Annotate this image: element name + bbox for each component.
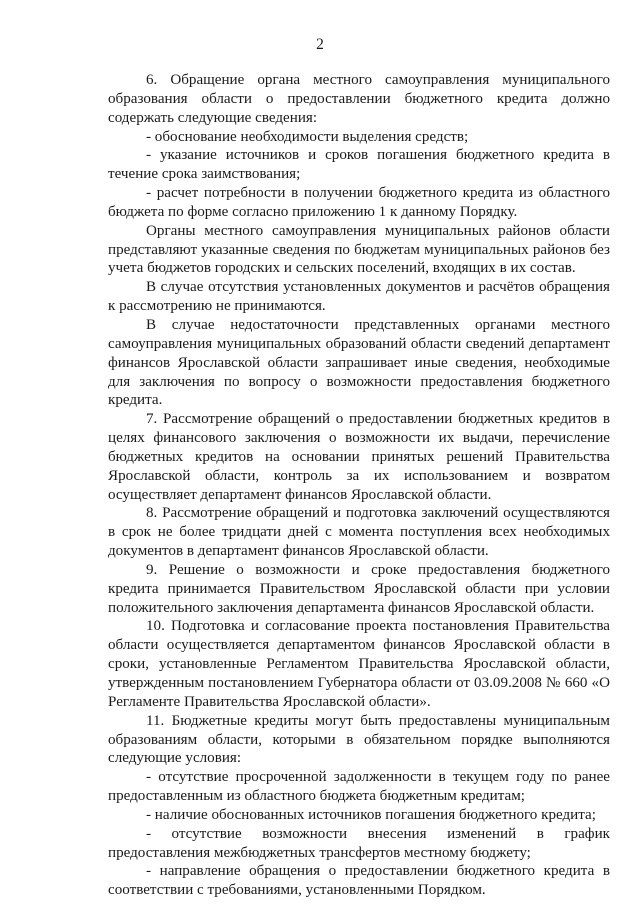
paragraph-insufficient-info: В случае недостаточности представленных органами местного самоуправления муниципальных образований области сведений департамент финансов Ярославской области запрашивает иные сведения, необходимые для заключения по вопросу о возможности предоставления бюджетного кредита. [108,316,610,409]
page-number: 2 [316,36,324,53]
list-item-funds-justification: - обоснование необходимости выделения средств; [146,128,469,145]
list-item-no-schedule-changes: - отсутствие возможности внесения изменений в график предоставления межбюджетных трансфертов местному бюджету; [108,825,610,861]
paragraph-district-bodies: Органы местного самоуправления муниципальных районов области представляют указанные сведения по бюджетам муниципальных районов без учета бюджетов городских и сельских поселений, входящих в их состав. [108,222,610,277]
paragraph-7: 7. Рассмотрение обращений о предоставлении бюджетных кредитов в целях финансового заключения о возможности их выдачи, перечисление бюджетных кредитов на основании принятых решений Правительства Ярославской области, контроль за их использованием и возвратом осуществляет департамент финансов Ярославской области. [108,411,610,503]
paragraph-6-intro: 6. Обращение органа местного самоуправления муниципального образования области о предоставлении бюджетного кредита должно содержать следующие сведения: [108,72,610,126]
paragraph-9: 9. Решение о возможности и сроке предоставления бюджетного кредита принимается Правительством Ярославской области при условии положительного заключения департамента финансов Ярославской области. [108,561,610,616]
list-item-no-overdue-debt: - отсутствие просроченной задолженности в текущем году по ранее предоставленным из областного бюджета бюджетным кредитам; [108,769,610,805]
list-item-repayment-sources-justified: - наличие обоснованных источников погашения бюджетного кредита; [146,806,596,823]
list-item-repayment-sources: - указание источников и сроков погашения бюджетного кредита в течение срока заимствования; [108,147,610,183]
paragraph-8: 8. Рассмотрение обращений и подготовка заключений осуществляются в срок не более тридцати дней с момента поступления всех необходимых документов в департамент финансов Ярославской области. [108,505,610,560]
list-item-need-calculation: - расчет потребности в получении бюджетного кредита из областного бюджета по форме согласно приложению 1 к данному Порядку. [108,185,610,220]
paragraph-11-intro: 11. Бюджетные кредиты могут быть предоставлены муниципальным образованиям области, которыми в обязательном порядке выполняются следующие условия: [108,712,610,767]
paragraph-missing-documents: В случае отсутствия установленных документов и расчётов обращения к рассмотрению не принимаются. [108,279,610,315]
document-body [108,71,610,900]
list-item-request-compliance: - направление обращения о предоставлении бюджетного кредита в соответствии с требованиями, установленными Порядком. [108,863,610,899]
paragraph-10: 10. Подготовка и согласование проекта постановления Правительства области осуществляется департаментом финансов Ярославской области в сроки, установленные Регламентом Правительства Ярославской области, утвержденным постановлением Губернатора области от 03.09.2008 № 660 «О Регламенте Правительства Ярославской области». [108,618,610,710]
